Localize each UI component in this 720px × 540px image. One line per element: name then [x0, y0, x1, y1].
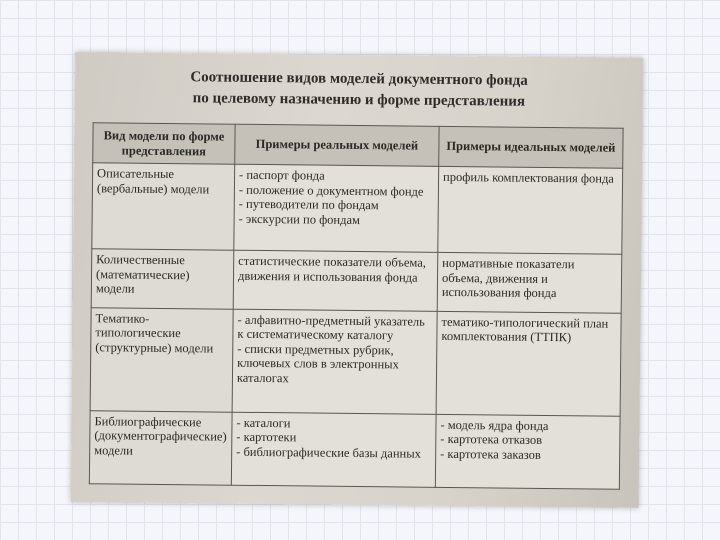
row-type-cell: Тематико-типологические (структурные) модели — [90, 307, 233, 411]
table-row — [92, 163, 623, 255]
slide-photo — [71, 52, 644, 508]
slide-title — [75, 66, 643, 114]
list-item: профиль комплектования фонда — [443, 169, 614, 186]
list-item: - картотека заказов — [440, 446, 541, 462]
list-item: - списки предметных рубрик, ключевых слов в электронных каталогах — [236, 341, 399, 386]
ideal-models-cell — [435, 414, 620, 489]
table-row — [90, 307, 621, 415]
ideal-models-cell — [436, 311, 621, 416]
list-item: - паспорт фонда — [239, 167, 325, 183]
real-models-cell — [232, 309, 437, 414]
table-row — [91, 249, 622, 313]
list-item: - экскурсии по фондам — [238, 211, 361, 227]
list-item: - картотеки — [236, 429, 297, 445]
title-line-1: Соотношение видов моделей документного фонда — [190, 69, 528, 89]
row-type-cell: Описательные (вербальные) модели — [92, 163, 235, 250]
header-model-type: Вид модели по форме представления — [93, 123, 235, 164]
models-table — [89, 122, 624, 490]
title-line-2: по целевому назначению и форме представления — [192, 90, 526, 110]
header-real-models: Примеры реальных моделей — [235, 124, 439, 166]
header-ideal-models: Примеры идеальных моделей — [439, 126, 623, 168]
list-item: - библиографические базы данных — [236, 444, 421, 461]
list-item: - картотека отказов — [440, 431, 543, 447]
list-item: - положение о документном фонде — [238, 182, 424, 199]
real-models-cell — [233, 250, 438, 311]
table-row — [89, 410, 620, 489]
list-item: - алфавитно-предметный указатель к систематическому каталогу — [237, 312, 425, 343]
list-item: - модель ядра фонда — [440, 417, 549, 433]
ideal-models-cell — [437, 252, 622, 313]
real-models-cell — [231, 412, 436, 488]
ideal-models-cell — [438, 166, 623, 254]
list-item: нормативные показатели объема, движения и использования фонда — [441, 255, 575, 301]
list-item: статистические показатели объема, движения и использования фонда — [237, 253, 427, 285]
row-type-cell: Библиографические (документографические) модели — [89, 410, 232, 485]
list-item: - путеводители по фондам — [238, 196, 379, 213]
real-models-cell — [234, 164, 439, 252]
list-item: - каталоги — [236, 415, 291, 430]
list-item: тематико-типологический план комплектования (ТТПК) — [441, 314, 609, 345]
row-type-cell: Количественные (математические) модели — [91, 249, 234, 309]
